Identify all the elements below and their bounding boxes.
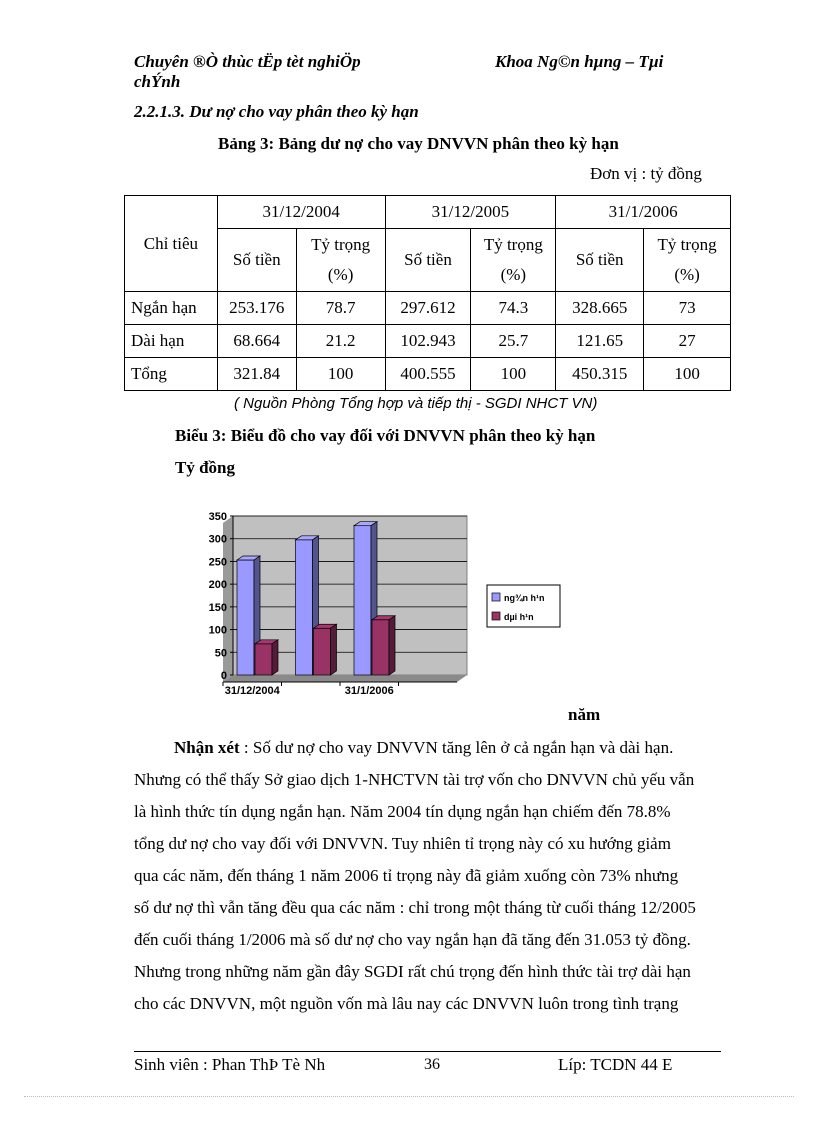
page-border (24, 1096, 794, 1097)
footer-rule (134, 1051, 721, 1052)
comment-paragraph: Nhận xét : Số dư nợ cho vay DNVVN tăng lên ở cả ngắn hạn và dài hạn. Nhưng có thể thấy Sở giao dịch 1-NHCTVN tài trợ vốn cho DNVVN chủ yếu vẫn là hình thức tín dụng ngắn hạn. Năm 2004 tín dụng ngắn hạn chiếm đến 78.8% tổng dư nợ cho vay đối với DNVVN. Tuy nhiên tỉ trọng này có xu hướng giảm qua các năm, đến tháng 1 năm 2006 tỉ trọng này đã giảm xuống còn 73% nhưng số dư nợ thì vẫn tăng đều qua các năm : chỉ trong một tháng từ cuối tháng 12/2005 đến cuối tháng 1/2006 mà số dư nợ cho vay ngắn hạn đã tăng đến 31.053 tỷ đồng. Nhưng trong những năm gần đây SGDI rất chú trọng đến hình thức tài trợ dài hạn cho các DNVVN, một nguồn vốn mà lâu nay các DNVVN luôn trong tình trạng (134, 738, 696, 1013)
table-row: Ngắn hạn 253.176 78.7 297.612 74.3 328.665 73 (125, 292, 731, 325)
header-left-line2: chÝnh (134, 72, 181, 91)
bar (296, 540, 313, 675)
header-left (134, 52, 361, 92)
bar (255, 644, 272, 675)
bar (372, 620, 389, 675)
col-share: Tỷ trọng (%) (644, 229, 731, 292)
legend-swatch (492, 593, 500, 601)
table-caption: Bảng 3: Bảng dư nợ cho vay DNVVN phân theo kỳ hạn (218, 134, 619, 153)
bar (237, 560, 254, 675)
legend-label: ng¾n h¹n (504, 593, 545, 603)
y-tick-label: 100 (208, 624, 227, 637)
table-unit: Đơn vị : tỷ đồng (590, 164, 702, 183)
legend-swatch (492, 612, 500, 620)
col-share: Tỷ trọng (%) (471, 229, 556, 292)
footer-class: Líp: TCDN 44 E (558, 1055, 673, 1074)
comment-lead: Nhận xét (174, 738, 240, 757)
bar-side (331, 624, 337, 675)
col-amount: Số tiền (556, 229, 644, 292)
bar (354, 526, 371, 675)
col-amount: Số tiền (217, 229, 296, 292)
chart-unit-label: Tỷ đồng (175, 458, 235, 477)
bar (314, 628, 331, 675)
col-amount: Số tiền (385, 229, 471, 292)
table-row: Dài hạn 68.664 21.2 102.943 25.7 121.65 27 (125, 325, 731, 358)
header-right: Khoa Ng©n hµng – Tµi (495, 52, 664, 71)
y-tick-label: 0 (220, 670, 227, 682)
y-tick-label: 250 (208, 556, 227, 569)
y-tick-label: 50 (214, 647, 227, 660)
bar-chart (195, 505, 575, 700)
row-header: Chỉ tiêu (125, 196, 218, 292)
y-tick-label: 300 (208, 533, 227, 546)
x-tick-label: 31/12/2004 (224, 685, 280, 697)
data-table (124, 195, 731, 391)
y-tick-label: 350 (208, 511, 227, 523)
period-2006: 31/1/2006 (556, 196, 731, 229)
table-source: ( Nguồn Phòng Tổng hợp và tiếp thị - SGDI NHCT VN) (234, 395, 598, 412)
y-tick-label: 200 (208, 579, 227, 592)
y-tick-label: 150 (208, 601, 227, 614)
period-2005: 31/12/2005 (385, 196, 556, 229)
bar-side (389, 616, 395, 675)
chart-xlabel: năm (568, 705, 601, 724)
period-2004: 31/12/2004 (217, 196, 385, 229)
section-title: 2.2.1.3. Dư nợ cho vay phân theo kỳ hạn (134, 102, 419, 121)
table-row: Tổng 321.84 100 400.555 100 450.315 100 (125, 358, 731, 391)
bar-side (272, 640, 278, 675)
header-left-line1: Chuyên ®Ò thùc tËp tèt nghiÖp (134, 52, 361, 71)
chart-caption: Biểu 3: Biểu đồ cho vay đối với DNVVN phân theo kỳ hạn (175, 426, 596, 445)
legend-label: dµi h¹n (504, 612, 534, 622)
footer-student: Sinh viên : Phan ThÞ Tè Nh (134, 1055, 326, 1074)
page-number: 36 (424, 1056, 440, 1073)
plot-floor (223, 675, 467, 682)
col-share: Tỷ trọng (%) (296, 229, 385, 292)
x-tick-label: 31/1/2006 (344, 685, 394, 697)
